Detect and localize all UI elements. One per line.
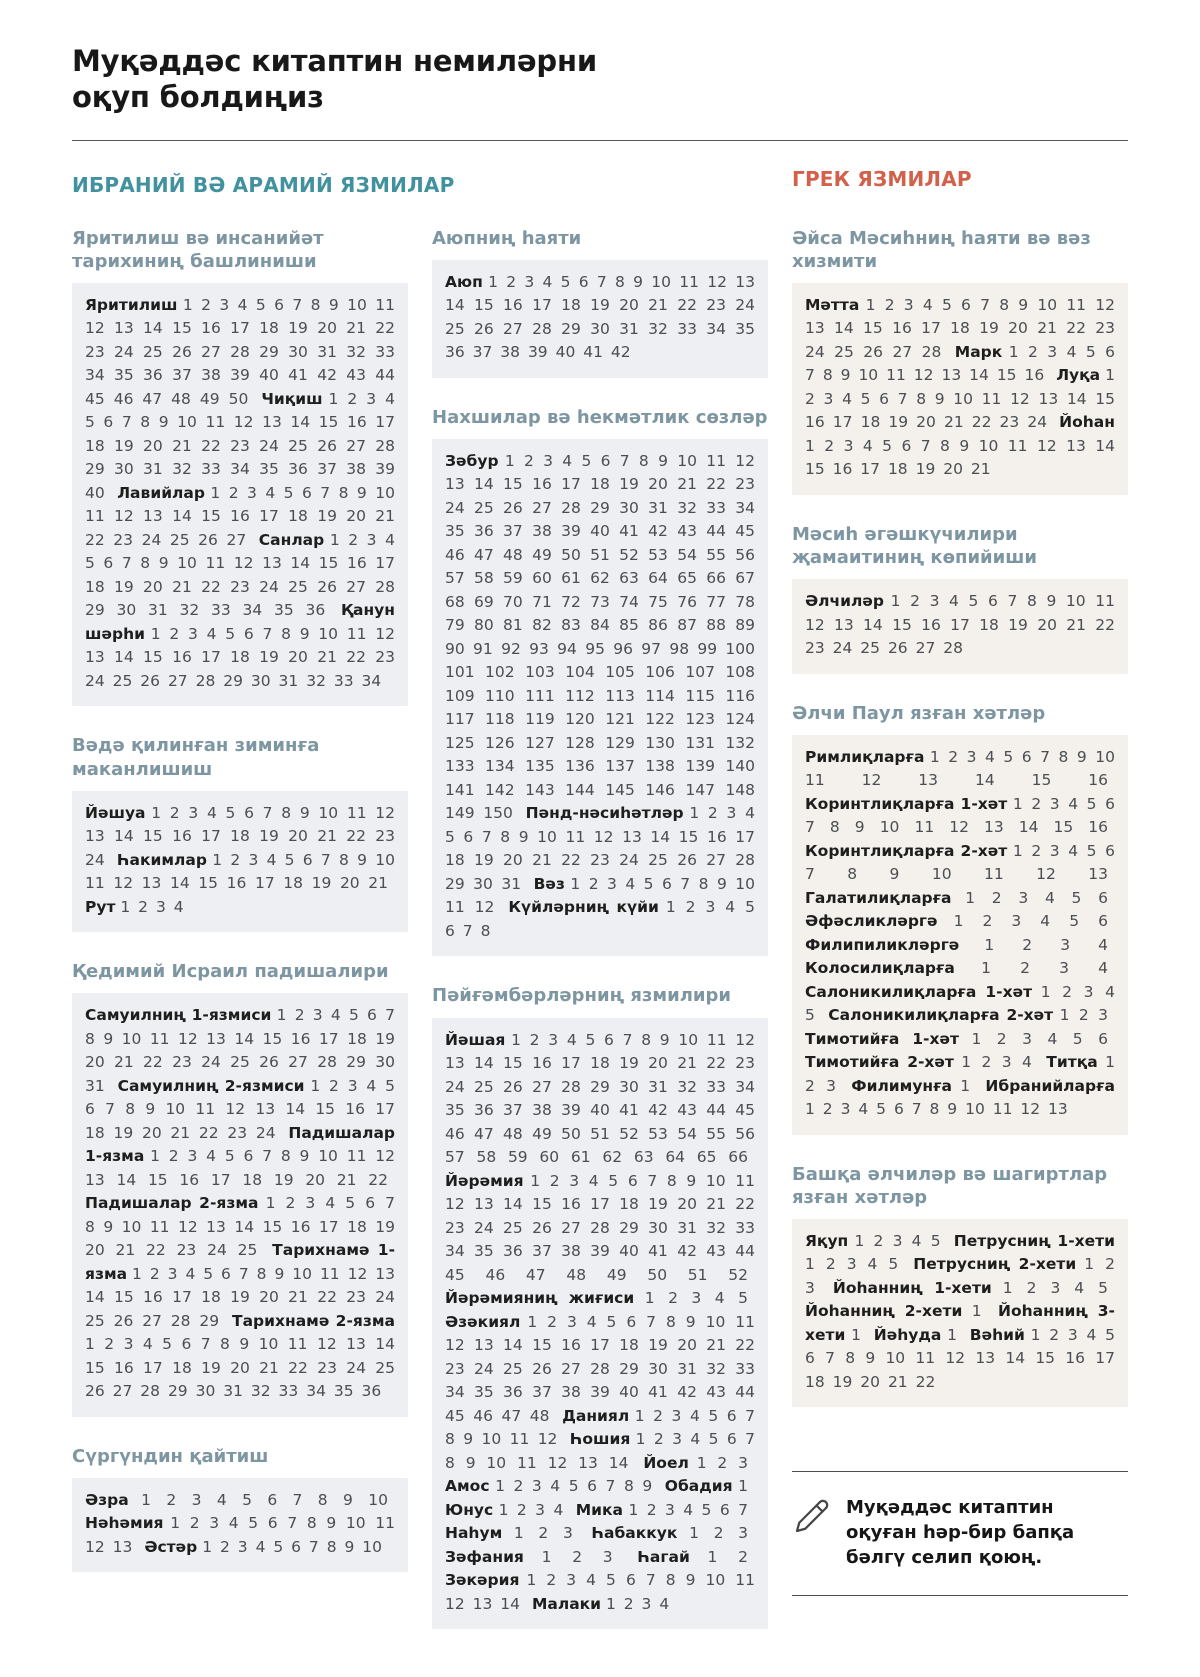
- chapter-numbers: 1 2 3 4 5 6 7 8 9 10 11 12 13 14 15 16 17 18 19 20 21 22 23 24 25 26 27 28 29 30 31 32 33 34 35 36 37 38 39 40 41 42 43 44 45 46 47 48 49 50 51 52: [445, 1171, 755, 1284]
- chapter-numbers: 1 2 3 4 5 6 7 8 9 10 11 12 13: [805, 841, 1115, 884]
- book-name: Тарихнамә 1-язма: [85, 1241, 395, 1283]
- chapter-numbers: 1 2 3 4 5 6 7 8 9 10 11 12 13 14 15 16 17 18 19 20 21 22: [85, 1147, 395, 1189]
- block-title: Әлчи Паул язған хәтләр: [792, 702, 1046, 724]
- chapter-numbers: 1: [738, 1477, 749, 1495]
- book-name: Малаки: [531, 1594, 602, 1613]
- book-name: Йоһанниң 1-хети: [832, 1278, 992, 1297]
- book-name: Әлчиләр: [805, 592, 884, 611]
- chapter-numbers: 1 2 3 4 5 6 7 8 9 10 11 12 13 14: [445, 1571, 755, 1613]
- pencil-icon: [794, 1498, 830, 1534]
- book-name: Йәшая: [445, 1030, 506, 1049]
- chapter-numbers: 1: [971, 1302, 982, 1321]
- book-name: Юнус: [445, 1500, 494, 1519]
- book-name: Коринтлиқларға 2-хәт: [805, 841, 1008, 860]
- chapter-numbers: 1 2 3 4 5 6 7 8 9 10 11 12 13 14 15 16 17 18 19 20 21: [805, 436, 1115, 479]
- chapter-checklist: [432, 1018, 768, 1630]
- chapter-numbers: 1 2 3: [689, 1524, 748, 1542]
- section-headers: [72, 167, 1128, 197]
- chapter-numbers: 1 2 3 4 5 6 7 8 9 10 11 12 13 14 15 16 17 18 19 20 21 22 23 24: [85, 803, 395, 869]
- book-name: Йәрәмия: [445, 1171, 524, 1190]
- block-title: Башқа әлчиләр вә шагиртлар язған хәтләр: [792, 1163, 1108, 1208]
- book-name: Рут: [85, 897, 116, 916]
- chapter-numbers: 1 2 3 4 5: [644, 1289, 748, 1307]
- chapter-numbers: 1 2 3 4 5: [805, 1255, 899, 1274]
- book-name: Әстәр: [144, 1537, 198, 1556]
- block-title: Пәйғәмбәрләрниң язмилири: [432, 985, 732, 1007]
- chapter-numbers: 1 2 3 4 5 6 7 8 9 10 11 12 13 14 15 16 17 18 19 20 21 22: [805, 1325, 1115, 1391]
- content-columns: [72, 227, 1128, 1629]
- reading-note: [792, 1471, 1128, 1595]
- block-title: Вәдә қилинған зиминға маканлишиш: [72, 735, 320, 780]
- chapter-numbers: 1 2 3 4 5 6 7 8 9: [495, 1477, 653, 1495]
- chapter-numbers: 1 2 3 4 5 6 7 8 9 10 11 12 13 14 15 16: [805, 747, 1115, 790]
- book-name: Йоһан: [1059, 413, 1115, 432]
- chapter-numbers: 1 2 3: [805, 1255, 1115, 1297]
- book-name: Әфәсликләргә: [805, 912, 938, 931]
- book-name: Нәһәмия: [85, 1514, 164, 1533]
- book-name: Яқуп: [805, 1231, 849, 1250]
- chapter-checklist: [792, 1219, 1128, 1408]
- chapter-numbers: 1: [851, 1325, 861, 1344]
- book-name: Санлар: [258, 530, 325, 549]
- book-name: Һакимлар: [117, 850, 207, 869]
- book-name: Галатилиқларға: [805, 888, 952, 907]
- book-name: Римлиқларға: [805, 747, 925, 766]
- block-title: Қедимий Исраил падишалири: [72, 961, 389, 983]
- chapter-checklist: [72, 1478, 408, 1573]
- chapter-numbers: 1 2 3 4 5 6 7 8 9 10 11 12 13 14 15 16 17 18 19 20 21 22 23 24 25 26 27 28: [805, 295, 1115, 361]
- chapter-numbers: 1 2 3 4 5 6: [953, 912, 1108, 931]
- chapter-numbers: 1 2 3 4 5 6 7 8 9 10 11 12 13 14 15 16 17 18 19 20 21 22 23 24 25 26 27 28: [805, 592, 1115, 658]
- book-name: Самуилниң 1-язмиси: [85, 1006, 272, 1025]
- chapter-checklist: [72, 993, 408, 1417]
- book-name: Самуилниң 2-язмиси: [117, 1076, 305, 1095]
- book-name: Вәһий: [969, 1325, 1025, 1344]
- chapter-checklist: [792, 283, 1128, 495]
- book-name: Обадия: [664, 1477, 733, 1495]
- chapter-numbers: 1 2 3 4 5 6 7 8 9 10 11 12 13 14 15 16 17 18 19 20 21: [85, 850, 395, 893]
- section-header-greek: ГРЕК ЯЗМИЛАР: [792, 166, 972, 191]
- book-name: Салоникилиқларға 1-хәт: [805, 982, 1033, 1001]
- block-title: Сүргүндин қайтиш: [72, 1445, 269, 1467]
- chapter-numbers: 1 2 3 4 5 6 7 8 9 10 11 12 13 14 15 16 17 18 19 20 21 22 23 24 25 26 27 28 29 30 31 32 33 34 35 36 37 38 39 40 41 42 43 44 45 46 47 48 49 50 51 52 53 54 55 56 57 58 59 60 61 62 63 64 65 66: [445, 1030, 755, 1166]
- chapter-numbers: 1 2 3: [805, 1053, 1115, 1095]
- chapter-numbers: 1 2 3 4 5 6 7 8 9 10 11 12 13 14 15 16: [805, 794, 1115, 837]
- book-name: Петрусниң 2-хети: [913, 1255, 1077, 1274]
- book-name: Аюп: [445, 272, 483, 291]
- chapter-numbers: 1 2 3 4 5 6 7 8: [445, 898, 755, 940]
- book-name: Йоһанниң 3-хети: [805, 1302, 1115, 1344]
- block-title: Мәсиһ әгәшкүчилири җамаитиниң көпийиши: [792, 523, 1038, 568]
- book-name: Тимотийға 1-хәт: [805, 1029, 959, 1048]
- book-name: Һабаккук: [591, 1524, 678, 1542]
- chapter-numbers: 1 2 3 4: [605, 1594, 670, 1613]
- book-name: Падишалар 1-язма: [85, 1123, 395, 1166]
- book-name: Колосилиқларға: [805, 959, 955, 978]
- section-header-hebrew: ИБРАНИЙ ВӘ АРАМИЙ ЯЗМИЛАР: [72, 172, 455, 197]
- book-name: Коринтлиқларға 1-хәт: [805, 794, 1008, 813]
- block-title: Нахшилар вә һекмәтлик сөзләр: [432, 406, 768, 428]
- book-name: Қанун шәрһи: [85, 601, 395, 643]
- chapter-numbers: 1 2 3 4 5 6 7 8 9 10 11 12: [445, 874, 755, 917]
- chapter-numbers: 1 2 3 4 5: [854, 1231, 941, 1250]
- book-name: Салоникилиқларға 2-хәт: [828, 1006, 1054, 1025]
- book-name: Вәз: [533, 874, 565, 893]
- book-name: Титқа: [1046, 1053, 1098, 1072]
- book-name: Тарихнамә 2-язма: [232, 1311, 395, 1330]
- book-name: Наһум: [445, 1524, 503, 1542]
- chapter-numbers: 1: [947, 1325, 958, 1344]
- chapter-numbers: 1 2 3 4: [120, 897, 184, 916]
- chapter-numbers: 1 2 3 4 5 6 7 8 9 10 11 12 13 14 15 16 17 18 19 20 21 22 23 24: [805, 366, 1115, 432]
- book-name: Луқа: [1056, 366, 1101, 385]
- book-name: Әзәкиял: [445, 1312, 521, 1331]
- book-name: Һошия: [569, 1430, 631, 1448]
- book-name: Йәһуда: [873, 1325, 942, 1344]
- chapter-checklist: [432, 260, 768, 378]
- book-name: Филимунға: [851, 1076, 953, 1095]
- book-name: Яритилиш: [85, 295, 178, 314]
- book-name: Лавийлар: [117, 483, 205, 502]
- chapter-checklist: [432, 439, 768, 957]
- chapter-numbers: 1 2 3 4 5 6 7 8 9 10 11 12 13 14 15 16 17 18 19 20 21 22 23 24 25 26 27 28 29 30 31 32 33 34 35 36 37 38 39 40 41 42 43 44 45 46 47 48 49 50 51 52 53 54 55 56 57 58 59 60 61 62 63 64 65 66 67 68 69 70 71 72 73 74 75 76 77 78 79 80 81 82 83 84 85 86 87 88 89 90 91 92 93 94 95 96 97 98 99 100 101 102 103 104 105 106 107 108 109 110 111 112 113 114 115 116 117 118 119 120 121 122 123 124 125 126 127 128 129 130 131 132 133 134 135 136 137 138 139 140 141 142 143 144 145 146 147 148 149 150: [445, 451, 755, 823]
- chapter-numbers: 1 2 3 4 5 6 7 8 9 10 11 12 13 14 15 16 17 18 19 20 21 22 23 24: [85, 1076, 395, 1142]
- book-name: Тимотийға 2-хәт: [805, 1053, 954, 1072]
- chapter-numbers: 1 2 3 4 5 6 7 8 9 10 11 12: [445, 1406, 755, 1448]
- chapter-numbers: 1 2 3 4: [498, 1500, 564, 1519]
- block-title: Аюпниң һаяти: [432, 227, 582, 249]
- chapter-numbers: 1 2 3 4 5 6 7 8 9 10 11 12 13 14 15 16 17 18 19 20 21 22 23 24 25 26 27 28 29 30 31 32 33 34 35 36: [85, 530, 395, 620]
- book-name: Зәкәрия: [445, 1571, 520, 1589]
- book-name: Зәбур: [445, 451, 499, 470]
- book-name: Филипиликләргә: [805, 935, 960, 954]
- book-name: Йоел: [643, 1453, 689, 1472]
- chapter-numbers: 1 2 3 4 5 6 7 8 9 10 11 12 13 14 15 16 17 18 19 20 21 22 23 24 25 26 27 28 29 30 31 32 33 34 35 36 37 38 39 40: [85, 389, 395, 502]
- book-name: Пәнд-нәсиһәтләр: [525, 804, 684, 823]
- book-name: Һагай: [637, 1547, 690, 1566]
- chapter-numbers: 1 2 3 4 5 6 7 8 9 10 11 12 13: [85, 1514, 395, 1556]
- page-title: Муқәддәс китаптин немиләрни оқуп болдиңиз: [72, 44, 597, 114]
- column-hebrew-2: [432, 227, 768, 1629]
- chapter-checklist: [792, 735, 1128, 1135]
- chapter-numbers: 1 2 3 4 5 6 7 8 9 10 11 12 13 14 15 16 17 18 19 20 21 22 23 24 25 26 27 28 29 30 31 32 33 34 35 36 37 38 39 40 41 42: [445, 272, 755, 362]
- chapter-numbers: 1 2 3 4 5 6 7 8 9 10: [141, 1490, 388, 1509]
- book-name: Күйләрниң күйи: [508, 898, 659, 917]
- chapter-numbers: 1 2 3 4 5 6 7 8 9 10: [202, 1537, 383, 1556]
- chapter-numbers: 1 2 3 4 5 6 7 8 9 10 11 12 13 14 15 16 17 18 19 20 21 22 23 24 25: [85, 1194, 395, 1260]
- chapter-numbers: 1 2 3 4 5: [1002, 1278, 1108, 1297]
- chapter-numbers: 1 2 3 4 5 6 7 8 9 10 11 12 13 14 15 16 17 18 19 20 21 22 23 24 25 26 27 28 29 30 31 32 33 34 35 36 37 38 39 40 41 42 43 44 45 46 47 48: [445, 1312, 755, 1425]
- chapter-numbers: 1: [960, 1076, 971, 1095]
- chapter-numbers: 1 2 3: [696, 1453, 748, 1472]
- chapter-numbers: 1 2 3: [1059, 1006, 1108, 1025]
- book-name: Мика: [575, 1500, 624, 1519]
- block-title: Әйса Мәсиһниң һаяти вә вәз хизмити: [792, 227, 1091, 272]
- block-title: Яритилиш вә инсанийәт тарихиниң башлиниши: [72, 227, 324, 272]
- book-name: Зәфания: [445, 1547, 524, 1566]
- column-hebrew-1: [72, 227, 408, 1572]
- chapter-numbers: 1 2 3 4 5 6 7: [628, 1500, 748, 1519]
- chapter-numbers: 1 2 3 4 5 6 7 8 9 10 11 12 13 14 15 16: [805, 342, 1116, 385]
- chapter-numbers: 1 2 3 4 5 6 7 8 9 10 11 12 13 14 15 16 17 18 19 20 21 22 23 24 25 26 27: [85, 483, 395, 549]
- chapter-numbers: 1 2 3: [513, 1524, 573, 1542]
- chapter-numbers: 1 2 3 4 5 6: [971, 1029, 1108, 1048]
- chapter-numbers: 1 2 3 4 5 6 7 8 9 10 11 12 13 14 15 16 17 18 19 20 21 22 23 24 25 26 27 28 29 30 31 32 33 34: [85, 624, 395, 690]
- book-name: Амос: [445, 1477, 490, 1495]
- chapter-numbers: 1 2: [707, 1547, 748, 1566]
- chapter-numbers: 1 2 3 4: [981, 959, 1108, 978]
- book-name: Петрусниң 1-хети: [953, 1231, 1115, 1250]
- chapter-checklist: [72, 791, 408, 933]
- chapter-numbers: 1 2 3 4 5 6 7 8 9 10 11 12 13 14 15 16 17 18 19 20 21 22 23 24 25 26 27 28 29 30 31 32 33 34 35 36: [85, 1335, 395, 1401]
- chapter-numbers: 1 2 3 4 5 6 7 8 9 10 11 12 13 14 15 16 17 18 19 20 21 22 23 24 25 26 27 28 29: [85, 1264, 395, 1330]
- chapter-numbers: 1 2 3 4 5 6 7 8 9 10 11 12 13: [805, 1100, 1068, 1119]
- book-name: Марк: [954, 342, 1003, 361]
- book-name: Даниял: [562, 1406, 630, 1425]
- chapter-numbers: 1 2 3 4: [961, 1053, 1032, 1072]
- book-name: Падишалар 2-язма: [85, 1194, 259, 1213]
- book-name: Йоһанниң 2-хети: [805, 1302, 963, 1321]
- chapter-numbers: 1 2 3 4 5 6 7 8 9 10 11 12 13 14: [445, 1430, 755, 1472]
- book-name: Ибранийларға: [985, 1076, 1115, 1095]
- note-text: Муқәддәс китаптин оқуған һәр-бир бапқа бәлгү селип қоюң.: [846, 1497, 1075, 1568]
- book-name: Мәтта: [805, 295, 860, 314]
- book-name: Әзра: [85, 1490, 129, 1509]
- column-greek: [792, 227, 1128, 1596]
- chapter-numbers: 1 2 3 4: [984, 935, 1108, 954]
- chapter-numbers: 1 2 3 4 5 6 7 8 9 10 11 12 13 14 15 16 17 18 19 20 21 22 23 24 25 26 27 28 29 30 31 32 33 34 35 36 37 38 39 40 41 42 43 44 45 46 47 48 49 50: [85, 295, 395, 408]
- chapter-numbers: 1 2 3: [541, 1547, 613, 1566]
- chapter-numbers: 1 2 3 4 5 6 7 8 9 10 11 12 13 14 15 16 17 18 19 20 21 22 23 24 25 26 27 28 29 30 31: [445, 804, 755, 893]
- chapter-numbers: 1 2 3 4 5 6 7 8 9 10 11 12 13 14 15 16 17 18 19 20 21 22 23 24 25 26 27 28 29 30 31: [85, 1006, 396, 1095]
- chapter-checklist: [72, 283, 408, 707]
- title-divider: [72, 140, 1128, 141]
- book-name: Йәрәмияниң жиғиси: [445, 1289, 635, 1307]
- chapter-numbers: 1 2 3 4 5 6: [965, 888, 1108, 907]
- chapter-checklist: [792, 579, 1128, 674]
- book-name: Йәшуа: [85, 803, 146, 822]
- book-name: Чиқиш: [261, 389, 323, 408]
- chapter-numbers: 1 2 3 4 5: [805, 982, 1115, 1025]
